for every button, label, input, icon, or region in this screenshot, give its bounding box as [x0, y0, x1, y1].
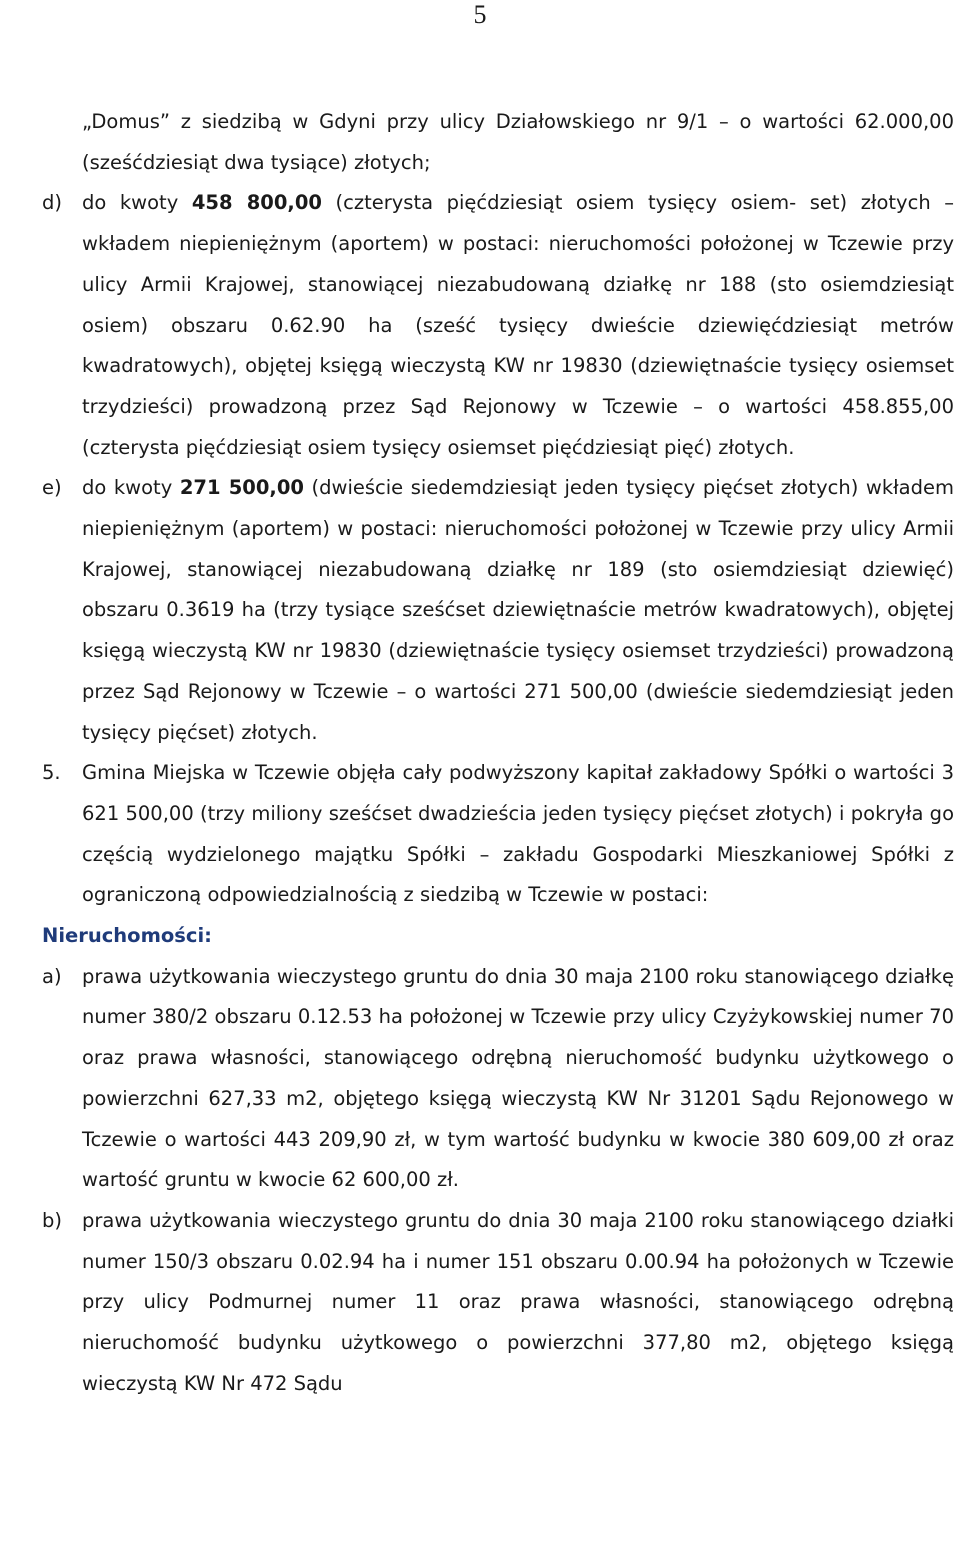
- list-item-a: [42, 957, 954, 1201]
- amount-bold: 271 500,00: [179, 476, 304, 500]
- list-label: e): [42, 476, 62, 500]
- section-text: Gmina Miejska w Tczewie objęła cały podwyższony kapitał zakładowy Spółki o wartości 3 621 500,00 (trzy miliony sześćset dwadzieścia jeden tysięcy pięćset złotych) i pokryła go częścią wydzielonego majątku Spółki – zakładu Gospodarki Mieszkaniowej Spółki z ograniczoną odpowiedzialnością z siedzibą w Tczewie w postaci:: [82, 761, 954, 907]
- list-item-b: [42, 1201, 954, 1405]
- section-5: [42, 753, 954, 916]
- text-segment: (czterysta pięćdziesiąt osiem tysięcy osiem- set) złotych – wkładem niepieniężnym (aportem) w postaci: nieruchomości położonej w Tczewie przy ulicy Armii Krajowej, stanowiącej niezabudowaną działkę nr 188 (sto osiemdziesiąt osiem) obszaru 0.62.90 ha (sześć tysięcy dwieście dziewięćdziesiąt metrów kwadratowych), objętej księgą wieczystą KW nr 19830 (dziewiętnaście tysięcy osiemset trzydzieści) prowadzoną przez Sąd Rejonowy w Tczewie – o wartości 458.855,00 (czterysta pięćdziesiąt osiem tysięcy osiemset pięćdziesiąt pięć) złotych.: [82, 191, 954, 459]
- list-item-text: [82, 183, 954, 468]
- list-label: d): [42, 191, 62, 215]
- heading-nieruchomosci: Nieruchomości:: [42, 924, 212, 948]
- list-item-d: [42, 183, 954, 468]
- text-segment: (dwieście siedemdziesiąt jeden tysięcy pięćset złotych) wkładem niepieniężnym (aportem) w postaci: nieruchomości położonej w Tczewie przy ulicy Armii Krajowej, stanowiącej niezabudowaną działkę nr 189 (sto osiemdziesiąt dziewięć) obszaru 0.3619 ha (trzy tysiące sześćset dziewiętnaście metrów kwadratowych), objętej księgą wieczystą KW nr 19830 (dziewiętnaście tysięcy osiemset trzydzieści) prowadzoną przez Sąd Rejonowy w Tczewie – o wartości 271 500,00 (dwieście siedemdziesiąt jeden tysięcy pięćset) złotych.: [82, 476, 954, 744]
- paragraph-c-continued: „Domus” z siedzibą w Gdyni przy ulicy Działowskiego nr 9/1 – o wartości 62.000,00 (sześćdziesiąt dwa tysiące) złotych;: [82, 110, 954, 174]
- list-item-text: [82, 468, 954, 753]
- list-label: b): [42, 1208, 62, 1232]
- list-item-text: prawa użytkowania wieczystego gruntu do dnia 30 maja 2100 roku stanowiącego działki numer 150/3 obszaru 0.02.94 ha i numer 151 obszaru 0.00.94 ha położonych w Tczewie przy ulicy Podmurnej numer 11 oraz prawa własności, stanowiącego odrębną nieruchomość budynku użytkowego o powierzchni 377,80 m2, objętego księgą wieczystą KW Nr 472 Sądu: [82, 1208, 954, 1395]
- amount-bold: 458 800,00: [191, 191, 322, 215]
- document-body: [42, 102, 954, 1405]
- list-item-text: prawa użytkowania wieczystego gruntu do dnia 30 maja 2100 roku stanowiącego działkę numer 380/2 obszaru 0.12.53 ha położonej w Tczewie przy ulicy Czyżykowskiej numer 70 oraz prawa własności, stanowiącego odrębną nieruchomość budynku użytkowego o powierzchni 627,33 m2, objętego księgą wieczystą KW Nr 31201 Sądu Rejonowego w Tczewie o wartości 443 209,90 zł, w tym wartość budynku w kwocie 380 609,00 zł oraz wartość gruntu w kwocie 62 600,00 zł.: [82, 964, 954, 1192]
- section-label: 5.: [42, 761, 61, 785]
- text-segment: do kwoty: [82, 191, 192, 215]
- page-number: 5: [473, 0, 487, 29]
- list-label: a): [42, 964, 62, 988]
- text-segment: do kwoty: [82, 476, 180, 500]
- list-item-e: [42, 468, 954, 753]
